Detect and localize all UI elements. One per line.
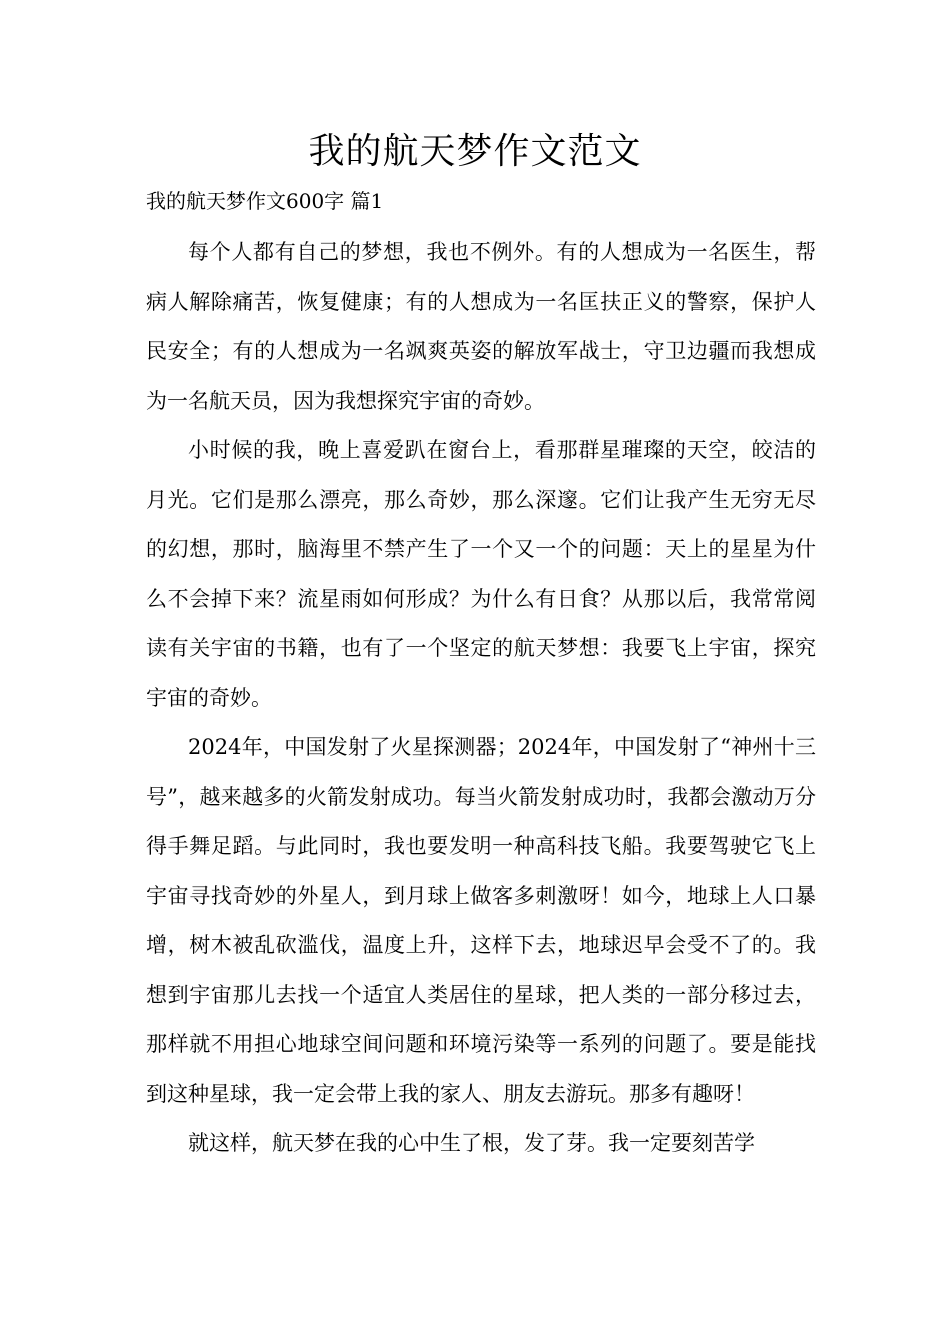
paragraph-3: 2024年，中国发射了火星探测器；2024年，中国发射了“神州十三号”，越来越多的火箭发射成功。每当火箭发射成功时，我都会激动万分得手舞足蹈。与此同时，我也要发明一种高科技飞船。我要驾驶它飞上宇宙寻找奇妙的外星人，到月球上做客多刺激呀！如今，地球上人口暴增，树木被乱砍滥伐，温度上升，这样下去，地球迟早会受不了的。我想到宇宙那儿去找一个适宜人类居住的星球，把人类的一部分移过去，那样就不用担心地球空间问题和环境污染等一系列的问题了。要是能找到这种星球，我一定会带上我的家人、朋友去游玩。那多有趣呀！ <box>146 735 816 1106</box>
document-title: 我的航天梦作文范文 <box>308 131 642 172</box>
essay-body <box>146 228 816 1169</box>
paragraph-4: 就这样，航天梦在我的心中生了根，发了芽。我一定要刻苦学 <box>188 1131 755 1155</box>
paragraph-2: 小时候的我，晚上喜爱趴在窗台上，看那群星璀璨的天空，皎洁的月光。它们是那么漂亮，那么奇妙，那么深邃。它们让我产生无穷无尽的幻想，那时，脑海里不禁产生了一个又一个的问题：天上的星星为什么不会掉下来？流星雨如何形成？为什么有日食？从那以后，我常常阅读有关宇宙的书籍，也有了一个坚定的航天梦想：我要飞上宇宙，探究宇宙的奇妙。 <box>146 438 816 710</box>
paragraph-1: 每个人都有自己的梦想，我也不例外。有的人想成为一名医生，帮病人解除痛苦，恢复健康；有的人想成为一名匡扶正义的警察，保护人民安全；有的人想成为一名飒爽英姿的解放军战士，守卫边疆而我想成为一名航天员，因为我想探究宇宙的奇妙。 <box>146 240 816 413</box>
essay-subtitle: 我的航天梦作文600字 篇1 <box>146 189 384 213</box>
